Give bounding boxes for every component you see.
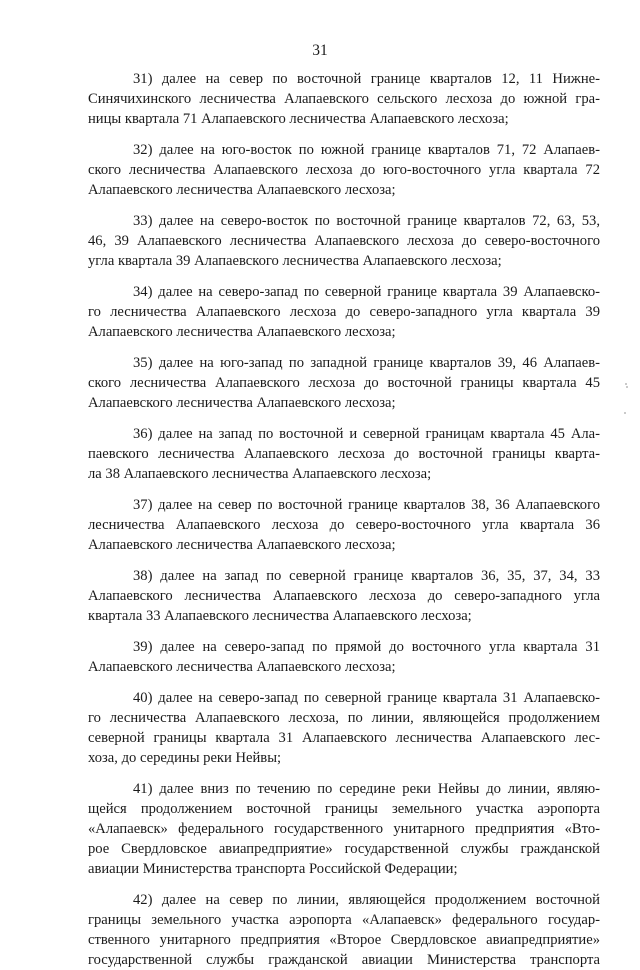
paragraph-line: го лесничества Алапаевского лесхоза, по линии, являющейся продолжением xyxy=(88,710,600,726)
numbered-paragraph xyxy=(88,637,600,677)
paragraph-line: щейся продолжением восточной границы земельного участка аэропорта xyxy=(88,801,600,817)
paragraph-line: ницы квартала 71 Алапаевского лесничества Алапаевского лесхоза; xyxy=(88,111,509,127)
paragraph-line: авиации Министерства транспорта Российской Федерации; xyxy=(88,861,458,877)
paragraph-line: государственной службы гражданской авиации Министерства транспорта xyxy=(88,952,600,968)
numbered-paragraph xyxy=(88,69,600,129)
numbered-paragraph xyxy=(88,779,600,879)
numbered-paragraph xyxy=(88,688,600,768)
page-number: 31 xyxy=(312,42,328,59)
paragraph-line: 46, 39 Алапаевского лесничества Алапаевского лесхоза до северо-восточного xyxy=(88,233,600,249)
paragraph-line: Алапаевского лесничества Алапаевского лесхоза; xyxy=(88,182,396,198)
numbered-paragraph xyxy=(88,140,600,200)
paragraph-line: ского лесничества Алапаевского лесхоза до юго-восточного угла квартала 72 xyxy=(88,162,600,178)
paragraph-line: 41) далее вниз по течению по середине реки Нейвы до линии, являю- xyxy=(133,781,600,797)
numbered-paragraph xyxy=(88,211,600,271)
paragraph-line: паевского лесничества Алапаевского лесхоза до восточной границы кварта- xyxy=(88,446,600,462)
paragraph-line: угла квартала 39 Алапаевского лесничества Алапаевского лесхоза; xyxy=(88,253,502,269)
paragraph-line: 36) далее на запад по восточной и северной границам квартала 45 Ала- xyxy=(133,426,600,442)
paragraph-line: Синячихинского лесничества Алапаевского сельского лесхоза до южной гра- xyxy=(88,91,600,107)
paragraph-line: ского лесничества Алапаевского лесхоза до восточной границы квартала 45 xyxy=(88,375,600,391)
paragraph-line: 35) далее на юго-запад по западной границе кварталов 39, 46 Алапаев- xyxy=(133,355,600,371)
scan-speck xyxy=(626,386,628,388)
paragraph-line: 42) далее на север по линии, являющейся продолжением восточной xyxy=(133,892,600,908)
paragraph-line: Алапаевского лесничества Алапаевского лесхоза до северо-западного угла xyxy=(88,588,600,604)
numbered-paragraph xyxy=(88,495,600,555)
paragraph-line: северной границы квартала 31 Алапаевского лесничества Алапаевского лес- xyxy=(88,730,600,746)
paragraph-line: лесничества Алапаевского лесхоза до северо-восточного угла квартала 36 xyxy=(88,517,600,533)
paragraph-line: 37) далее на север по восточной границе кварталов 38, 36 Алапаевского xyxy=(133,497,600,513)
paragraph-line: 31) далее на север по восточной границе кварталов 12, 11 Нижне- xyxy=(133,71,600,87)
paragraph-line: хоза, до середины реки Нейвы; xyxy=(88,750,282,766)
numbered-paragraph xyxy=(88,890,600,970)
paragraph-line: 38) далее на запад по северной границе кварталов 36, 35, 37, 34, 33 xyxy=(133,568,600,584)
paragraph-line: го лесничества Алапаевского лесхоза до северо-западного угла квартала 39 xyxy=(88,304,600,320)
document-body xyxy=(88,69,600,970)
paragraph-line: 33) далее на северо-восток по восточной границе кварталов 72, 63, 53, xyxy=(133,213,600,229)
numbered-paragraph xyxy=(88,566,600,626)
paragraph-line: границы земельного участка аэропорта «Алапаевск» федерального государ- xyxy=(88,912,600,928)
paragraph-line: 34) далее на северо-запад по северной границе квартала 39 Алапаевско- xyxy=(133,284,600,300)
paragraph-line: рое Свердловское авиапредприятие» государственной службы гражданской xyxy=(88,841,600,857)
paragraph-line: Алапаевского лесничества Алапаевского лесхоза; xyxy=(88,395,396,411)
paragraph-line: 32) далее на юго-восток по южной границе кварталов 71, 72 Алапаев- xyxy=(133,142,600,158)
paragraph-line: 40) далее на северо-запад по северной границе квартала 31 Алапаевско- xyxy=(133,690,600,706)
numbered-paragraph xyxy=(88,424,600,484)
numbered-paragraph xyxy=(88,282,600,342)
paragraph-line: 39) далее на северо-запад по прямой до восточного угла квартала 31 xyxy=(133,639,600,655)
paragraph-line: Алапаевского лесничества Алапаевского лесхоза; xyxy=(88,537,396,553)
scan-speck xyxy=(624,412,626,414)
scan-speck xyxy=(625,383,627,385)
paragraph-line: Алапаевского лесничества Алапаевского лесхоза; xyxy=(88,324,396,340)
paragraph-line: «Алапаевск» федерального государственного унитарного предприятия «Вто- xyxy=(88,821,600,837)
numbered-paragraph xyxy=(88,353,600,413)
paragraph-line: ственного унитарного предприятия «Второе Свердловское авиапредприятие» xyxy=(88,932,600,948)
paragraph-line: ла 38 Алапаевского лесничества Алапаевского лесхоза; xyxy=(88,466,432,482)
paragraph-line: квартала 33 Алапаевского лесничества Алапаевского лесхоза; xyxy=(88,608,472,624)
paragraph-line: Алапаевского лесничества Алапаевского лесхоза; xyxy=(88,659,396,675)
